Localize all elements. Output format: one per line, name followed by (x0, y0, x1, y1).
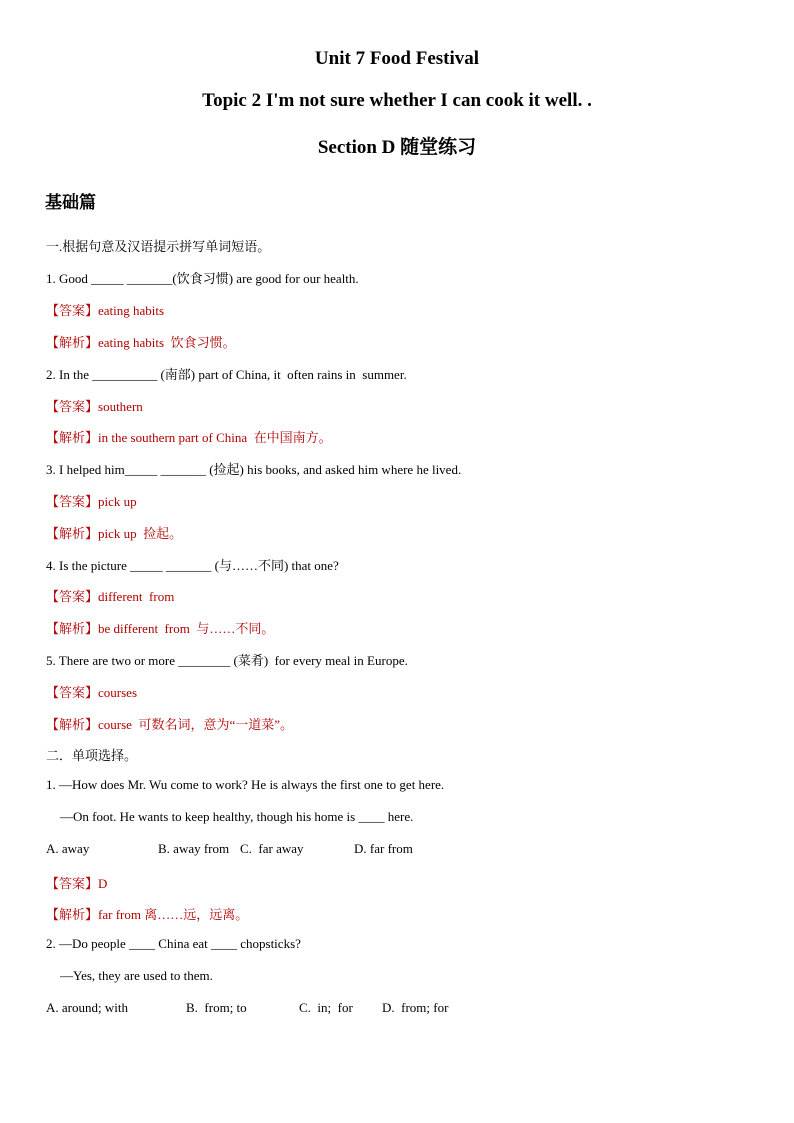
option-b: B. from; to (186, 1000, 247, 1015)
answer-tag: 【答案】 (46, 876, 99, 891)
explanation-text: far from 离……远，远离。 (98, 907, 249, 922)
part1-answer-1 (46, 300, 164, 319)
topic-title: Topic 2 I'm not sure whether I can cook it well. . (202, 90, 592, 111)
option-b: B. away from (158, 841, 230, 856)
part1-explanation-1 (46, 332, 236, 351)
option-c: C. far away (240, 841, 304, 856)
explanation-tag: 【解析】 (46, 621, 99, 636)
explanation-text: in the southern part of China 在中国南方。 (98, 430, 332, 445)
part1-question-1: 1. Good _____ _______(饮食习惯) are good for our health. (46, 271, 359, 286)
part2-question-1-line2: —On foot. He wants to keep healthy, though his home is ____ here. (60, 809, 414, 824)
option-d: D. from; for (382, 1000, 449, 1015)
part2-answer-1 (46, 873, 107, 892)
part1-question-3: 3. I helped him_____ _______ (捡起) his books, and asked him where he lived. (46, 462, 462, 477)
option-d: D. far from (354, 841, 413, 856)
answer-text: eating habits (98, 303, 165, 318)
part1-answer-5 (46, 682, 137, 701)
part1-explanation-3 (46, 523, 182, 542)
answer-tag: 【答案】 (46, 494, 99, 509)
answer-tag: 【答案】 (46, 685, 99, 700)
part2-question-2-line1: 2. —Do people ____ China eat ____ chopsticks? (46, 936, 301, 951)
unit-title: Unit 7 Food Festival (314, 48, 480, 69)
basic-section-heading: 基础篇 (45, 193, 96, 213)
part1-question-5: 5. There are two or more ________ (菜肴) for every meal in Europe. (46, 653, 408, 668)
part2-question-2-line2: —Yes, they are used to them. (60, 968, 213, 983)
explanation-tag: 【解析】 (46, 907, 99, 922)
explanation-text: course 可数名词，意为“一道菜”。 (98, 717, 293, 732)
answer-text: pick up (98, 494, 137, 509)
part1-explanation-4 (46, 618, 274, 637)
answer-text: courses (98, 685, 138, 700)
explanation-tag: 【解析】 (46, 526, 99, 541)
part1-explanation-5 (46, 714, 293, 733)
answer-tag: 【答案】 (46, 399, 99, 414)
part1-answer-4 (46, 586, 174, 605)
part1-explanation-2 (46, 427, 332, 446)
answer-text: different from (98, 589, 175, 604)
answer-text: southern (98, 399, 143, 414)
part1-question-2: 2. In the __________ (南部) part of China, it often rains in summer. (46, 367, 407, 382)
option-c: C. in; for (299, 1000, 353, 1015)
explanation-tag: 【解析】 (46, 717, 99, 732)
answer-tag: 【答案】 (46, 589, 99, 604)
option-a: A. away (46, 841, 90, 856)
part1-answer-3 (46, 491, 137, 510)
option-a: A. around; with (46, 1000, 128, 1015)
part1-question-4: 4. Is the picture _____ _______ (与……不同) that one? (46, 558, 339, 573)
section-title: Section D 随堂练习 (317, 137, 477, 158)
explanation-tag: 【解析】 (46, 335, 99, 350)
part1-answer-2 (46, 396, 143, 415)
answer-tag: 【答案】 (46, 303, 99, 318)
part2-explanation-1 (46, 904, 248, 923)
part2-instruction: 二．单项选择。 (46, 748, 138, 763)
part2-question-1-line1: 1. —How does Mr. Wu come to work? He is always the first one to get here. (46, 777, 445, 792)
explanation-text: be different from 与……不同。 (98, 621, 275, 636)
explanation-text: eating habits 饮食习惯。 (98, 335, 236, 350)
part1-instruction: 一.根据句意及汉语提示拼写单词短语。 (46, 239, 271, 254)
explanation-text: pick up 捡起。 (98, 526, 183, 541)
answer-text: D (98, 876, 108, 891)
explanation-tag: 【解析】 (46, 430, 99, 445)
